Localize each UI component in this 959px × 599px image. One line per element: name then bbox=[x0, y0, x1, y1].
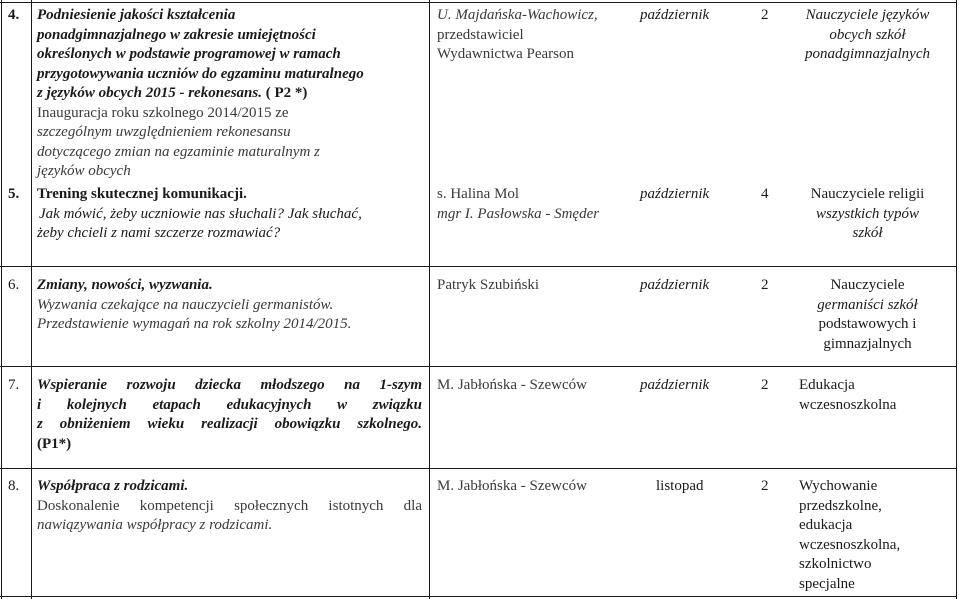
topic-title-line: z języków obcych 2015 - rekonesans. ( P2 *) bbox=[37, 85, 308, 101]
presenter-cell bbox=[437, 6, 637, 65]
month-cell: październik bbox=[640, 186, 710, 202]
topic-cell bbox=[37, 276, 422, 335]
row-divider bbox=[0, 596, 957, 597]
topic-desc-line: Doskonalenie kompetencji społecznych istotnych dla bbox=[37, 497, 422, 514]
presenter-cell bbox=[437, 376, 637, 396]
audience-cell bbox=[780, 276, 955, 354]
audience-line: Wychowanie bbox=[799, 478, 878, 494]
topic-title-line: Podniesienie jakości kształcenia bbox=[37, 7, 236, 23]
topic-cell bbox=[37, 6, 422, 182]
topic-title-line: Trening skutecznej komunikacji. bbox=[37, 186, 247, 202]
audience-line: szkolnictwo bbox=[799, 556, 872, 572]
topic-cell bbox=[37, 185, 422, 244]
presenter-line: przedstawiciel bbox=[437, 26, 524, 43]
presenter-line: M. Jabłońska - Szewców bbox=[437, 377, 587, 393]
audience-line: szkół bbox=[852, 225, 883, 241]
topic-title-line: Zmiany, nowości, wyzwania. bbox=[37, 277, 213, 293]
topic-cell bbox=[37, 477, 422, 536]
presenter-line: Wydawnictwa Pearson bbox=[437, 46, 574, 62]
topic-desc-line: dotyczącego zmian na egzaminie maturalnym z bbox=[37, 143, 320, 160]
column-divider bbox=[956, 0, 957, 599]
topic-desc-line: żeby chcieli z nami szczerze rozmawiać? bbox=[37, 225, 281, 241]
topic-desc-line: języków obcych bbox=[37, 163, 131, 179]
presenter-line: s. Halina Mol bbox=[437, 186, 520, 202]
hours-cell: 2 bbox=[761, 377, 769, 393]
month-cell: październik bbox=[640, 277, 710, 293]
presenter-cell bbox=[437, 185, 637, 224]
topic-title-line: Współpraca z rodzicami. bbox=[37, 478, 189, 494]
row-divider bbox=[0, 266, 957, 267]
row-divider bbox=[0, 366, 957, 367]
month-cell: październik bbox=[640, 377, 710, 393]
audience-line: Nauczyciele języków bbox=[805, 7, 930, 23]
audience-cell bbox=[799, 376, 949, 415]
audience-line: Nauczyciele bbox=[830, 277, 905, 293]
audience-cell bbox=[780, 185, 955, 244]
hours-cell: 2 bbox=[761, 478, 769, 494]
audience-line: wszystkich typów bbox=[816, 205, 919, 222]
audience-line: podstawowych i bbox=[818, 316, 917, 332]
audience-line: obcych szkół bbox=[829, 26, 906, 43]
month-cell: październik bbox=[640, 7, 710, 23]
hours-cell: 2 bbox=[761, 7, 769, 23]
topic-title-line: (P1*) bbox=[37, 435, 72, 452]
hours-cell: 2 bbox=[761, 277, 769, 293]
presenter-line: Patryk Szubiński bbox=[437, 277, 540, 293]
topic-title-line: Wspieranie rozwoju dziecka młodszego na 1-szym bbox=[37, 377, 422, 393]
audience-line: specjalne bbox=[799, 575, 855, 592]
month-cell: listopad bbox=[656, 478, 704, 494]
presenter-cell bbox=[437, 276, 637, 296]
topic-title-line: z obniżeniem wieku realizacji obowiązku szkolnego. bbox=[37, 416, 422, 432]
audience-cell bbox=[799, 477, 949, 594]
topic-desc-line: nawiązywania współpracy z rodzicami. bbox=[37, 517, 273, 533]
topic-title-line: ponadgimnazjalnego w zakresie umiejętności bbox=[37, 26, 316, 43]
topic-desc-line: Wyzwania czekające na nauczycieli germanistów. bbox=[37, 296, 334, 313]
topic-title-line: określonych w podstawie programowej w ramach bbox=[37, 46, 341, 62]
audience-line: wczesnoszkolna, bbox=[799, 536, 901, 553]
presenter-line: M. Jabłońska - Szewców bbox=[437, 478, 587, 494]
audience-line: Edukacja bbox=[799, 377, 855, 393]
row-number: 7. bbox=[8, 377, 20, 393]
topic-desc-line: Inauguracja roku szkolnego 2014/2015 ze bbox=[37, 104, 289, 121]
audience-line: wczesnoszkolna bbox=[799, 396, 897, 413]
topic-cell bbox=[37, 376, 422, 454]
presenter-line: mgr I. Pasłowska - Smęder bbox=[437, 205, 600, 222]
topic-title-line: przygotowywania uczniów do egzaminu maturalnego bbox=[37, 65, 364, 82]
audience-cell bbox=[780, 6, 955, 65]
audience-line: przedszkolne, bbox=[799, 497, 882, 514]
row-divider bbox=[0, 468, 957, 469]
column-divider bbox=[429, 0, 430, 599]
column-divider bbox=[31, 0, 32, 599]
column-divider bbox=[1, 0, 2, 599]
presenter-cell bbox=[437, 477, 637, 497]
topic-desc-line: Przedstawienie wymagań na rok szkolny 2014/2015. bbox=[37, 316, 352, 332]
audience-line: germaniści szkół bbox=[817, 296, 918, 313]
row-number: 5. bbox=[8, 186, 20, 202]
row-number: 8. bbox=[8, 478, 20, 494]
topic-desc-line: szczególnym uwzględnieniem rekonesansu bbox=[37, 124, 291, 140]
row-number: 6. bbox=[8, 277, 20, 293]
hours-cell: 4 bbox=[761, 186, 769, 202]
row-number: 4. bbox=[8, 7, 20, 23]
topic-desc-line: Jak mówić, żeby uczniowie nas słuchali? Jak słuchać, bbox=[39, 205, 362, 222]
row-divider bbox=[0, 2, 957, 3]
topic-title-line: i kolejnych etapach edukacyjnych w związku bbox=[37, 396, 422, 413]
presenter-line: U. Majdańska-Wachowicz, bbox=[437, 7, 598, 23]
audience-line: ponadgimnazjalnych bbox=[805, 46, 930, 62]
audience-line: Nauczyciele religii bbox=[810, 186, 925, 202]
audience-line: edukacja bbox=[799, 517, 853, 533]
audience-line: gimnazjalnych bbox=[823, 335, 912, 352]
